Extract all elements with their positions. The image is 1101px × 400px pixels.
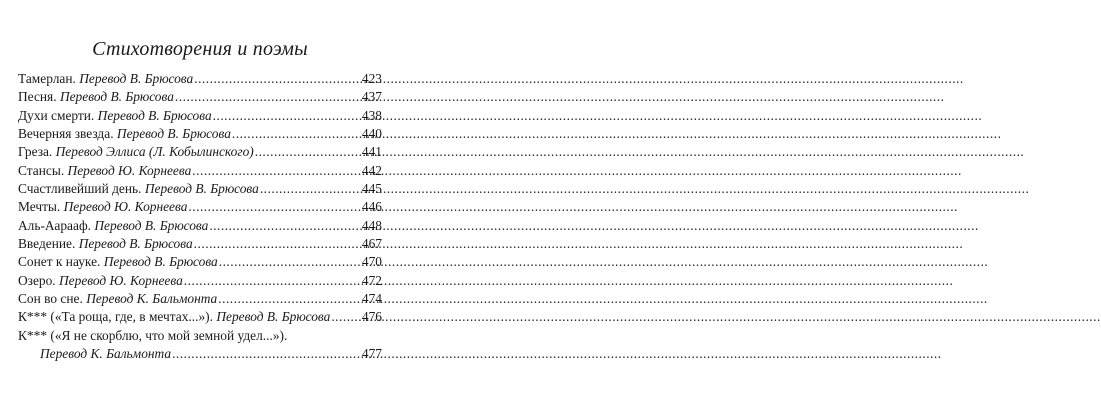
entry-translator: Перевод В. Брюсова — [103, 254, 218, 270]
entry-title: К*** («Та роща, где, в мечтах...»). — [18, 309, 213, 325]
toc-entry — [18, 180, 382, 198]
entry-page-number: 423 — [361, 71, 382, 86]
toc-list — [18, 70, 382, 364]
entry-title: Стансы. — [18, 162, 65, 178]
toc-entry — [18, 253, 382, 271]
entry-translator: Перевод В. Брюсова — [79, 71, 194, 86]
entry-page-number: 437 — [361, 89, 382, 105]
toc-entry — [18, 235, 382, 253]
toc-entry — [18, 70, 382, 88]
entry-translator: Перевод Ю. Корнеева — [59, 272, 183, 288]
leader-dots — [184, 272, 361, 290]
entry-page-number: 438 — [361, 107, 382, 123]
entry-translator: Перевод В. Брюсова — [216, 309, 331, 325]
entry-translator: Перевод Ю. Корнеева — [67, 162, 192, 178]
toc-entry — [18, 107, 382, 125]
entry-translator: Перевод В. Брюсова — [78, 236, 193, 252]
entry-title: Аль-Аарааф. — [18, 217, 91, 233]
leader-dots — [192, 162, 361, 180]
entry-page-number: 441 — [361, 144, 382, 160]
entry-title: Духи смерти. — [18, 107, 95, 123]
leader-dots — [194, 235, 361, 253]
leader-dots — [255, 143, 361, 161]
entry-title: Вечерняя звезда. — [18, 126, 114, 142]
entry-translator: Перевод Эллиса (Л. Кобылинского) — [55, 144, 254, 160]
section-title: Стихотворения и поэмы — [92, 38, 308, 60]
entry-page-number: 442 — [361, 162, 382, 178]
toc-entry — [18, 308, 382, 326]
toc-entry — [18, 143, 382, 161]
leader-dots — [194, 70, 361, 88]
entry-title: К*** («Я не скорблю, что мой земной удел...»). — [18, 327, 288, 343]
entry-title: Мечты. — [18, 199, 61, 215]
entry-page-number: 446 — [361, 199, 382, 215]
entry-translator: Перевод Ю. Корнеева — [63, 199, 188, 215]
leader-dots — [209, 217, 361, 235]
leader-dots — [218, 290, 361, 308]
leader-dots — [232, 125, 361, 143]
entry-translator: Перевод В. Брюсова — [94, 217, 209, 233]
toc-entry — [18, 162, 382, 180]
toc-entry — [18, 290, 382, 308]
entry-page-number: 474 — [361, 291, 382, 307]
entry-page-number: 445 — [361, 181, 382, 197]
toc-entry — [18, 327, 382, 345]
entry-translator: Перевод В. Брюсова — [59, 89, 174, 105]
toc-entry — [18, 88, 382, 106]
toc-entry — [18, 198, 382, 216]
entry-translator: Перевод В. Брюсова — [144, 181, 259, 197]
leader-dots — [213, 107, 361, 125]
entry-translator: Перевод В. Брюсова — [97, 107, 212, 123]
entry-page-number: 440 — [361, 126, 382, 142]
leader-dots — [331, 308, 361, 326]
entry-title: Озеро. — [18, 272, 56, 288]
entry-title: Песня. — [18, 89, 57, 105]
leader-dots — [188, 198, 361, 216]
entry-translator: Перевод К. Бальмонта — [40, 346, 172, 362]
toc-entry — [18, 272, 382, 290]
entry-title: Сон во сне. — [18, 291, 83, 307]
entry-translator: Перевод К. Бальмонта — [86, 291, 218, 307]
entry-page-number: 477 — [361, 346, 382, 362]
entry-title: Греза. — [18, 144, 53, 160]
entry-page-number: 472 — [361, 272, 382, 288]
toc-entry — [18, 217, 382, 235]
entry-title: Счастливейший день. — [18, 181, 142, 197]
toc-page — [0, 0, 400, 400]
toc-entry-continuation — [18, 345, 382, 363]
leader-dots — [260, 180, 361, 198]
entry-title: Сонет к науке. — [18, 254, 101, 270]
entry-page-number: 476 — [361, 309, 382, 325]
entry-title: Тамерлан. — [18, 71, 76, 86]
toc-entry — [18, 125, 382, 143]
entry-title: Введение. — [18, 236, 76, 252]
entry-translator: Перевод В. Брюсова — [116, 126, 231, 142]
entry-page-number: 470 — [361, 254, 382, 270]
leader-dots — [172, 345, 361, 363]
leader-dots — [175, 88, 361, 106]
entry-page-number: 448 — [361, 217, 382, 233]
entry-page-number: 467 — [361, 236, 382, 252]
leader-dots — [219, 253, 361, 271]
